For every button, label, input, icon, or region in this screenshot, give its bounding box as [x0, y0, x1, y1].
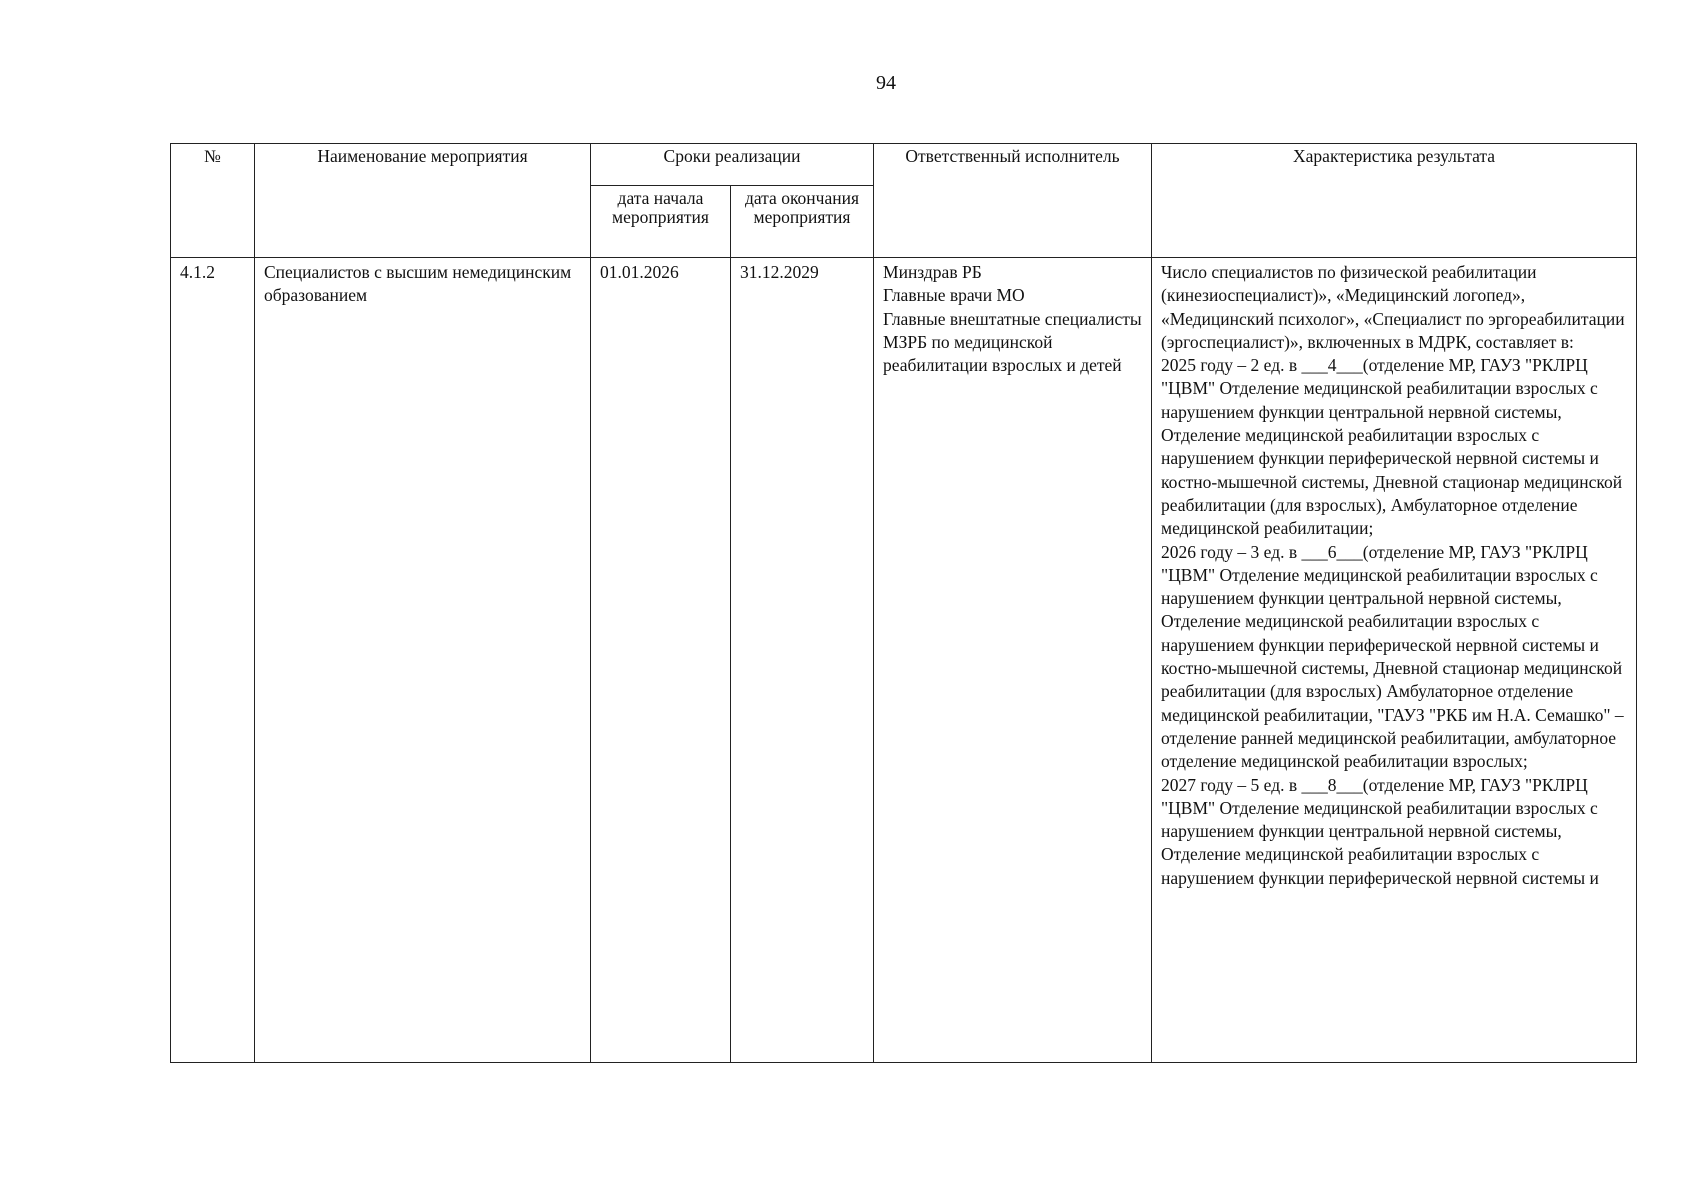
header-start-date: дата начала мероприятия	[591, 186, 731, 258]
header-responsible: Ответственный исполнитель	[874, 144, 1152, 258]
responsible-line: Главные врачи МО	[883, 285, 1025, 306]
result-paragraph: 2025 году – 2 ед. в ___4___(отделение МР, ГАУЗ "РКЛРЦ "ЦВМ" Отделение медицинской реабилитации взрослых с нарушением функции центральной нервной системы, Отделение медицинской реабилитации взрослых с нарушением функции периферической нервной системы и костно-мышечной системы, Дневной стационар медицинской реабилитации (для взрослых), Амбулаторное отделение медицинской реабилитации;	[1161, 355, 1623, 539]
responsible-line: Минздрав РБ	[883, 262, 982, 282]
row-end-date: 31.12.2029	[731, 258, 874, 1063]
table-header	[171, 144, 1637, 258]
responsible-line: Главные внештатные специалисты МЗРБ по медицинской реабилитации взрослых и детей	[883, 308, 1142, 376]
header-activity-name: Наименование мероприятия	[255, 144, 591, 258]
row-result	[1152, 258, 1637, 1063]
result-paragraph: 2026 году – 3 ед. в ___6___(отделение МР, ГАУЗ "РКЛРЦ "ЦВМ" Отделение медицинской реабилитации взрослых с нарушением функции центральной нервной системы, Отделение медицинской реабилитации взрослых с нарушением функции периферической нервной системы и костно-мышечной системы, Дневной стационар медицинской реабилитации (для взрослых) Амбулаторное отделение медицинской реабилитации, "ГАУЗ "РКБ им Н.А. Семашко" – отделение ранней медицинской реабилитации, амбулаторное отделение медицинской реабилитации взрослых;	[1161, 541, 1624, 772]
header-end-date: дата окончания мероприятия	[731, 186, 874, 258]
row-number: 4.1.2	[171, 258, 255, 1063]
row-activity-name: Специалистов с высшим немедицинским образованием	[255, 258, 591, 1063]
activities-table	[170, 143, 1637, 1063]
header-result: Характеристика результата	[1152, 144, 1637, 258]
row-start-date: 01.01.2026	[591, 258, 731, 1063]
row-responsible	[874, 258, 1152, 1063]
result-paragraph: 2027 году – 5 ед. в ___8___(отделение МР, ГАУЗ "РКЛРЦ "ЦВМ" Отделение медицинской реабилитации взрослых с нарушением функции центральной нервной системы, Отделение медицинской реабилитации взрослых с нарушением функции периферической нервной системы и	[1161, 774, 1599, 888]
header-implementation-period: Сроки реализации	[591, 144, 874, 186]
header-number: №	[171, 144, 255, 258]
page-number: 94	[876, 72, 896, 94]
result-paragraph: Число специалистов по физической реабилитации (кинезиоспециалист)», «Медицинский логопед», «Медицинский психолог», «Специалист по эргореабилитации (эргоспециалист)», включенных в МДРК, составляет в:	[1161, 262, 1625, 352]
table-row	[171, 258, 1637, 1063]
